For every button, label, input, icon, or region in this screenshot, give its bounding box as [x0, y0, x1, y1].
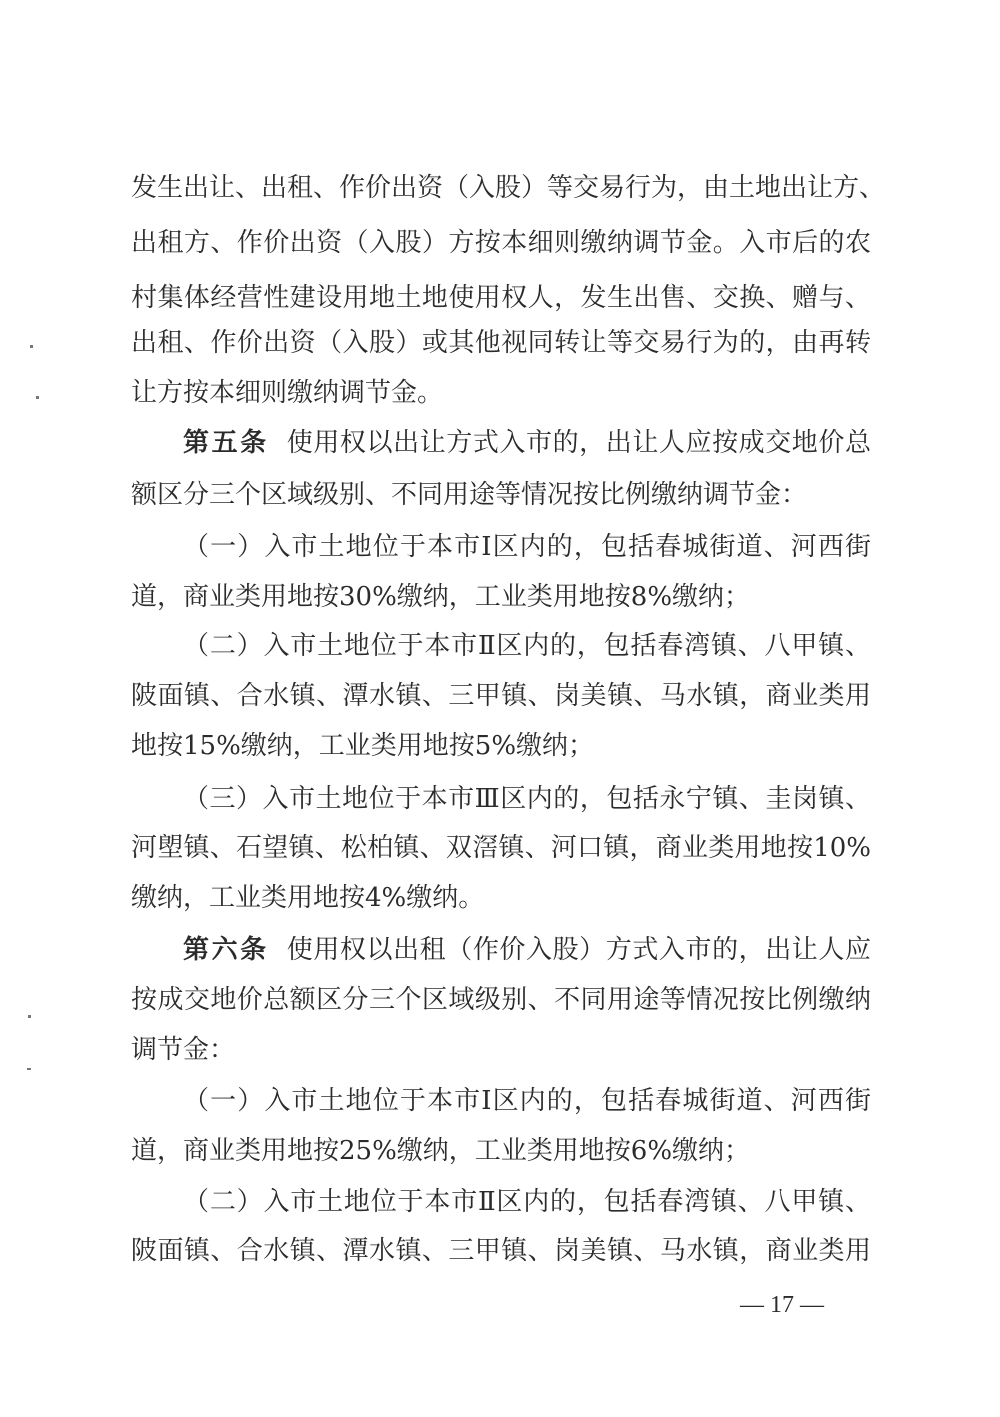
body-line: 发生出让、出租、作价出资（入股）等交易行为，由土地出让方、 [131, 173, 886, 203]
body-line: 使用权以出让方式入市的，出让人应按成交地价总 [286, 428, 871, 458]
body-line: 道，商业类用地按25%缴纳，工业类用地按6%缴纳； [131, 1136, 751, 1166]
body-line: （一）入市土地位于本市Ⅰ区内的，包括春城街道、河西街 [183, 532, 871, 562]
scan-mark [36, 396, 39, 399]
body-line: （二）入市土地位于本市Ⅱ区内的，包括春湾镇、八甲镇、 [183, 1187, 871, 1217]
body-line: 出租方、作价出资（入股）方按本细则缴纳调节金。入市后的农 [131, 228, 871, 258]
article-6-heading: 第六条 [183, 935, 269, 965]
page-number: — 17 — [740, 1292, 824, 1318]
body-line: （一）入市土地位于本市Ⅰ区内的，包括春城街道、河西街 [183, 1086, 871, 1116]
body-line: 河塱镇、石望镇、松柏镇、双滘镇、河口镇，商业类用地按10% [131, 833, 871, 863]
body-line: （二）入市土地位于本市Ⅱ区内的，包括春湾镇、八甲镇、 [183, 631, 871, 661]
body-line: 村集体经营性建设用地土地使用权人，发生出售、交换、赠与、 [131, 283, 871, 313]
article-5-paragraph [183, 426, 871, 460]
body-line: 调节金： [131, 1035, 236, 1065]
scan-mark [30, 345, 33, 348]
article-6-paragraph [183, 933, 871, 967]
body-line: 地按15%缴纳，工业类用地按5%缴纳； [131, 731, 595, 761]
body-line: 额区分三个区域级别、不同用途等情况按比例缴纳调节金： [131, 480, 808, 510]
body-line: 陂面镇、合水镇、潭水镇、三甲镇、岗美镇、马水镇，商业类用 [131, 1236, 871, 1266]
body-line: 出租、作价出资（入股）或其他视同转让等交易行为的，由再转 [131, 328, 871, 358]
body-line: 按成交地价总额区分三个区域级别、不同用途等情况按比例缴纳 [131, 985, 871, 1015]
scan-mark [28, 1015, 31, 1018]
body-line: 缴纳，工业类用地按4%缴纳。 [131, 883, 485, 913]
article-5-heading: 第五条 [183, 428, 269, 458]
body-line: （三）入市土地位于本市Ⅲ区内的，包括永宁镇、圭岗镇、 [183, 784, 871, 814]
body-line: 道，商业类用地按30%缴纳，工业类用地按8%缴纳； [131, 582, 751, 612]
scan-mark [27, 1068, 31, 1070]
body-line: 使用权以出租（作价入股）方式入市的，出让人应 [286, 935, 871, 965]
body-line: 陂面镇、合水镇、潭水镇、三甲镇、岗美镇、马水镇，商业类用 [131, 681, 871, 711]
body-line: 让方按本细则缴纳调节金。 [131, 378, 444, 408]
